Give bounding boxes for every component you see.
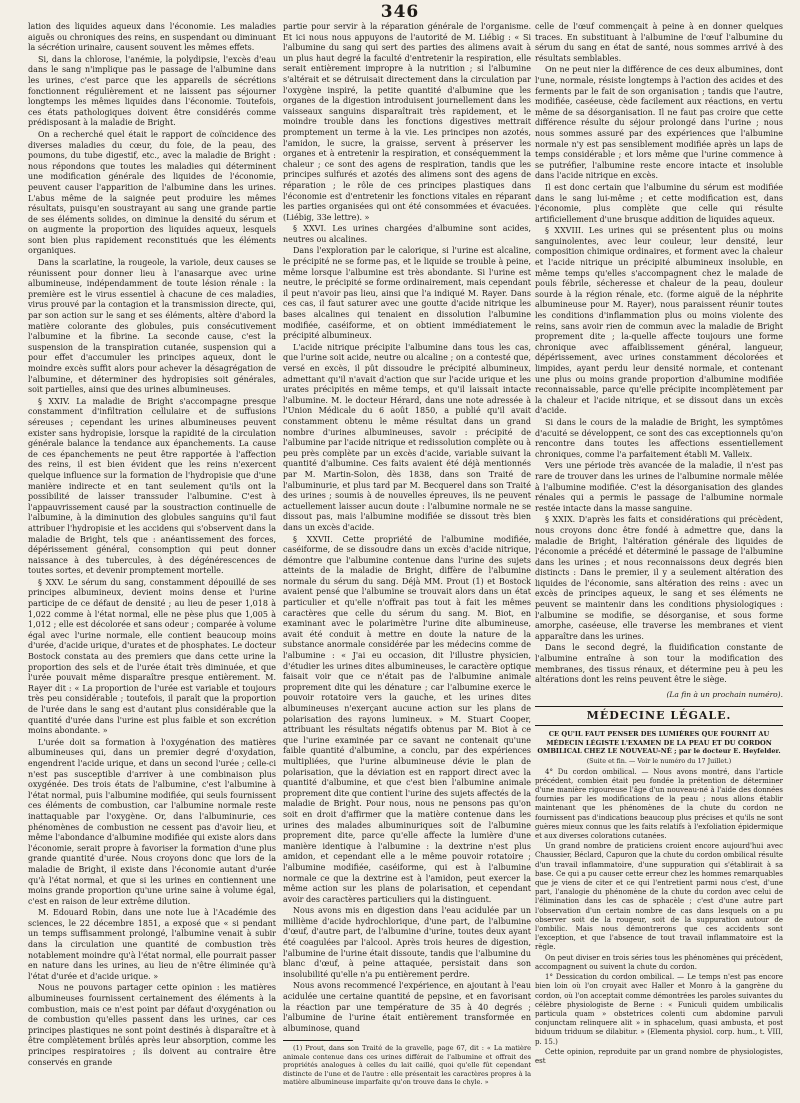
page-number: 346 xyxy=(380,2,420,22)
article-title: CE QU'IL FAUT PENSER DES LUMIÈRES QUE FOURNIT AU MÉDECIN LÉGISTE L'EXAMEN DE LA PEAU ET DU CORDON OMBILICAL CHEZ LE NOUVEAU-NÉ ; par le docteur E. Heyfelder. xyxy=(537,730,781,756)
footnote-rule xyxy=(283,1040,353,1041)
paragraph: Nous avons recommencé l'expérience, en ajoutant à l'eau acidulée une certaine quantité de pepsine, et en favorisant la réaction par une température de 35 à 40 degrés ; l'albumine de l'urine était entièrement transformée en albuminose, quand xyxy=(283,981,531,1033)
article-paragraph: 4° Du cordon ombilical. — Nous avons montré, dans l'article précédent, combien était peu fondée la prétention de déterminer d'une manière rigoureuse l'âge d'un nouveau-né à l'aide des données fournies par les modifications de la peau ; nous allons établir maintenant que les phénomènes de la chute du cordon ne fournissent pas d'indications beaucoup plus précises et qu'ils ne sont guères mieux connus que les faits relatifs à l'exfoliation épidermique et aux diverses colorations cutanées. xyxy=(535,767,783,841)
section-rule-bottom xyxy=(535,725,783,726)
paragraph: § XXVII. Cette propriété de l'albumine modifiée, caséiforme, de se dissoudre dans un excès d'acide nitrique, démontre que l'albumine contenue dans l'urine des sujets atteints de la maladie de Bright, diffère de l'albumine normale du sérum du sang. Déjà MM. Prout (1) et Bostock avaient pensé que l'albumine se trouvait alors dans un état particulier et qu'elle n'offrait pas tout à fait les mêmes caractères que celle du sérum du sang. M. Biot, en examinant avec le polarimètre l'urine dite albumineuse, avait été conduit à mettre en doute la nature de la substance anormale considérée par les médecins comme de l'albumine : « J'ai eu occasion, dit l'illustre physicien, d'étudier les urines dites albumineuses, le caractère optique faisait voir que ce n'était pas de l'albumine animale proprement dite qui les dénature ; car l'albumine exerce le pouvoir rotatoire vers la gauche, et les urines dites albumineuses n'exerçant aucune action sur les plans de polarisation des rayons lumineux. » M. Stuart Cooper, attribuant les résultats négatifs obtenus par M. Biot à ce que l'urine examinée par ce savant ne contenait qu'une faible quantité d'albumine, a conclu, par des expériences multipliées, que l'urine albumineuse dévie le plan de polarisation, que la déviation est en rapport direct avec la quantité d'albumine, et que c'est bien l'albumine animale proprement dite que contient l'urine des sujets affectés de la maladie de Bright. Pour nous, nous ne pensons pas qu'on soit en droit d'affirmer que la matière contenue dans les urines des malades albuminuriques soit de l'albumine proprement dite, parce qu'elle affecte la lumière d'une manière identique à l'albumine : la dextrine n'est plus amidon, et cependant elle a le même pouvoir rotatoire ; l'albumine modifiée, caséiforme, qui est à l'albumine normale ce que la dextrine est à l'amidon, peut exercer la même action sur les plans de polarisation, et cependant avoir des caractères particuliers qui la distinguent. xyxy=(283,534,531,904)
paragraph: partie pour servir à la réparation générale de l'organisme. Et ici nous nous appuyons de l'autorité de M. Liébig : « Si l'albumine du sang qui sert des parties des alimens avait à un plus haut degré la faculté d'entretenir la respiration, elle serait entièrement impropre à la nutrition ; si l'albumine s'altérait et se détruisait directement dans la circulation par l'oxygène inspiré, la petite quantité d'albumine que les organes de la digestion introduisent journellement dans les vaisseaux sanguins disparaîtrait très rapidement, et le moindre trouble dans les fonctions digestives mettrait promptement un terme à la vie. Les principes non azotés, l'amidon, le sucre, la graisse, servent à préserver les organes et à entretenir la respiration, et conséquemment la chaleur ; ce sont des agens de respiration, tandis que les principes sulfurés et azotés des alimens sont des agens de réparation ; le rôle de ces principes plastiques dans l'économie est d'entretenir les fonctions vitales en réparant les parties organisées qui ont été consommées et évacuées. (Liébig, 33e lettre). » xyxy=(283,22,531,222)
paragraph: Dans l'exploration par le calorique, si l'urine est alcaline, le précipité ne se forme pas, et le liquide se trouble à peine, même lorsque l'albumine est très abondante. Si l'urine est neutre, le précipité se forme ordinairement, mais cependant il peut n'avoir pas lieu, ainsi que l'a indiqué M. Rayer. Dans ces cas, il faut saturer avec une goutte d'acide nitrique les bases alcalines qui tenaient en dissolution l'albumine modifiée, caséiforme, et on obtient immédiatement le précipité albumineux. xyxy=(283,246,531,341)
paragraph: Si dans le cours de la maladie de Bright, les symptômes d'acuité se développent, ce sont des cas exceptionnels qu'on rencontre dans toutes les affections essentiellement chroniques, comme l'a parfaitement établi M. Valleix. xyxy=(535,417,783,459)
paragraph: celle de l'œuf commençait à peine à en donner quelques traces. En substituant à l'albumine de l'œuf l'albumine du sérum du sang en état de santé, nous sommes arrivé à des résultats semblables. xyxy=(535,22,783,63)
section-heading: MÉDECINE LÉGALE. xyxy=(586,709,732,723)
paragraph: On ne peut nier la différence de ces deux albumines, dont l'une, normale, résiste longtemps à l'action des acides et des ferments par le fait de son organisation ; tandis que l'autre, modifiée, caséeuse, cède facilement aux réactions, en vertu même de sa désorganisation. Il ne faut pas croire que cette différence résulte du séjour prolongé dans l'urine ; nous nous sommes assuré par des expériences que l'albumine normale n'y est pas sensiblement modifiée après un laps de temps considérable ; et lors même que l'urine commence à se putréfier, l'albumine reste encore intacte et insoluble dans l'acide nitrique en excès. xyxy=(535,65,783,181)
paragraph: § XXIX. D'après les faits et considérations qui précèdent, nous croyons donc être fondé à admettre que, dans la maladie de Bright, l'altération générale des liquides de l'économie a précédé et déterminé le passage de l'albumine dans les urines ; et nous reconnaissons deux degrés bien distincts : Dans le premier, il y a seulement altération des liquides de l'économie, sans altération des reins : avec un excès de principes aqueux, le sang et ses éléments ne peuvent se maintenir dans les conditions physiologiques : l'albumine se modifie, se désorganise, et sous forme amorphe, caséeuse, elle traverse les membranes et vient apparaître dans les urines. xyxy=(535,515,783,641)
article-paragraph: On peut diviser en trois séries tous les phénomènes qui précèdent, accompagnent ou suivent la chute du cordon. xyxy=(535,953,783,971)
paragraph: Nous avons mis en digestion dans l'eau acidulée par un millième d'acide hydrochlorique, d'une part, de l'albumine d'œuf, d'autre part, de l'albumine d'urine, toutes deux ayant été coagulées par l'alcool. Après trois heures de digestion, l'albumine de l'urine était dissoute, tandis que l'albumine du blanc d'œuf, à peine attaquée, persistait dans son insolubilité qu'elle n'a pu entièrement perdre. xyxy=(283,906,531,979)
article-subtitle: (Suite et fin. — Voir le numéro du 17 Juillet.) xyxy=(586,756,732,765)
paragraph: Nous ne pouvons partager cette opinion : les matières albumineuses fournissent certainement des éléments à la combustion, mais ce n'est point par défaut d'oxygénation ou de combustion qu'elles passent dans les urines, car ces principes plastiques ne sont point destinés à disparaître et à être complètement brûlés après leur absorption, comme les principes respiratoires ; ils doivent au contraire être conservés en grande xyxy=(28,983,276,1067)
paragraph: § XXIV. La maladie de Bright s'accompagne presque constamment d'infiltration cellulaire et de suffusions séreuses ; cependant les urines albumineuses peuvent exister sans hydropisie, lorsque la rapidité de la circulation générale balance la tendance aux épanchements. La cause de ces épanchements ne peut être rapportée à l'affection des reins, il est bien évident que les reins n'exercent quelque influence sur la formation de l'hydropisie que d'une manière indirecte et en tant seulement qu'ils ont la possibilité de laisser transsuder l'albumine. C'est à l'appauvrissement causé par la soustraction continuelle de l'albumine, à la diminution des globules sanguins qu'il faut attribuer l'hydropisie et les accidens qui s'observent dans la maladie de Bright, tels que : anéantissement des forces, dépérissement général, consomption qui peut donner naissance à des tubercules, à des dégénérescences de toutes sortes, et devenir promptement mortelle. xyxy=(28,396,276,576)
column-right xyxy=(535,22,783,1087)
to-be-continued-note: (La fin à un prochain numéro). xyxy=(666,689,783,699)
paragraph: L'acide nitrique précipite l'albumine dans tous les cas, que l'urine soit acide, neutre ou alcaline ; on a contesté que, versé en excès, il pût dissoudre le précipité albumineux, admettant qu'il n'avait d'action que sur l'acide urique et les urates précipités en même temps, et qu'il laissait intacte l'albumine. M. le docteur Hérard, dans une note adressée à l'Union Médicale du 6 août 1850, a publié qu'il avait constamment obtenu le même résultat dans un grand nombre d'urines albumineuses, savoir : précipité de l'albumine par l'acide nitrique et redissolution complète ou à peu près complète par un excès d'acide, variable suivant la quantité d'albumine. Ces faits avaient été déjà mentionnés par M. Martin-Solon, dès 1838, dans son Traité de l'albuminurie, et plus tard par M. Becquerel dans son Traité des urines ; soumis à de nouvelles épreuves, ils ne peuvent actuellement laisser aucun doute : l'albumine normale ne se dissout pas, mais l'albumine modifiée se dissout très bien dans un excès d'acide. xyxy=(283,342,531,532)
paragraph: M. Edouard Robin, dans une note lue à l'Académie des sciences, le 22 décembre 1851, a exposé que « si pendant un temps suffisamment prolongé, l'albumine venait à subir dans la circulation une quantité de combustion très notablement moindre qu'à l'état normal, elle pourrait passer en nature dans les urines, au lieu de n'être éliminée qu'à l'état d'urée et d'acide urique. » xyxy=(28,908,276,981)
article-paragraph: Un grand nombre de praticiens croient encore aujourd'hui avec Chaussier, Béclard, Capuron que la chute du cordon ombilical résulte d'un travail inflammatoire, d'une suppuration qui s'établirait à sa base. Ce qui a pu causer cette erreur chez les hommes remarquables que je viens de citer et ce qui l'entretient parmi nous c'est, d'une part, l'analogie du phénomène de la chute du cordon avec celui de l'élimination dans les cas de sphacèle ; c'est d'une autre part l'observation d'un certain nombre de cas dans lesquels on a pu observer soit de la rougeur, soit de la suppuration autour de l'ombilic. Mais nous démontrerons que ces accidents sont l'exception, et que l'absence de tout travail inflammatoire est la règle. xyxy=(535,842,783,952)
article-paragraph: 1° Dessication du cordon ombilical. — Le temps n'est pas encore bien loin où l'on croyait avec Haller et Monro à la gangrène du cordon, où l'on acceptait comme démontrées les paroles suivantes du célèbre physiologiste de Berne : « Funiculi quidem umbilicalis particula quam » obstetrices colenti cum abdomine parvuli conjunctam relinquere alit » in sphacelum, quasi ambusta, et post biduum triduum se dilabitur. » (Elementa physiol. corp. hum., t. VIII, p. 15.) xyxy=(535,973,783,1046)
paragraph: Dans le second degré, la fluidification constante de l'albumine entraîne à son tour la modification des membranes, des tissus rénaux, et détermine peu à peu les altérations dont les reins peuvent être le siège. xyxy=(535,643,783,685)
paragraph: § XXVI. Les urines chargées d'albumine sont acides, neutres ou alcalines. xyxy=(283,224,531,244)
paragraph: On a recherché quel était le rapport de coïncidence des diverses maladies du cœur, du foie, de la peau, des poumons, du tube digestif, etc., avec la maladie de Bright : nous répondons que toutes les maladies qui déterminent une modification générale des liquides de l'économie, peuvent causer l'apparition de l'albumine dans les urines. L'abus même de la saignée peut produire les mêmes résultats, puisqu'en soustrayant au sang une grande partie de ses éléments solides, on diminue la densité du sérum et on augmente la proportion des liquides aqueux, lesquels sont bien plus rapidement reconstitués que les éléments organiques. xyxy=(28,129,276,256)
paragraph: lation des liquides aqueux dans l'économie. Les maladies aiguës ou chroniques des reins, en suspendant ou diminuant la sécrétion urinaire, causent souvent les mêmes effets. xyxy=(28,22,276,53)
article-paragraph: Cette opinion, reproduite par un grand nombre de physiologistes, est xyxy=(535,1047,783,1065)
column-left xyxy=(28,22,276,1087)
paragraph: § XXV. Le sérum du sang, constamment dépouillé de ses principes albumineux, devient moins dense et l'urine participe de ce défaut de densité ; au lieu de peser 1,018 à 1,022 comme à l'état normal, elle ne pèse plus que 1,005 à 1,012 ; elle est décolorée et sans odeur ; comparée à volume égal avec l'urine normale, elle contient beaucoup moins d'urée, d'acide urique, d'urates et de phosphates. Le docteur Bostock constata au des premiers que dans cette urine la proportion des sels et de l'urée était très diminuée, et que l'urée pouvait même disparaître presque entièrement. M. Rayer dit : « La proportion de l'urée est variable et toujours très peu considérable ; toutefois, il paraît que la proportion de l'urée dans le sang est d'autant plus considérable que la quantité d'urée dans l'urine est plus faible et son excrétion moins abondante. » xyxy=(28,577,276,736)
paragraph: Dans la scarlatine, la rougeole, la variole, deux causes se réunissent pour donner lieu à l'anasarque avec urine albumineuse, indépendamment de toute lésion rénale : la première est le virus essentiel à chacune de ces maladies, virus prouvé par la contagion et la transmission directe, qui, par son action sur le sang et ses éléments, altère d'abord la matière colorante des globules, puis consécutivement l'albumine et la fibrine. La seconde cause, c'est la suspension de la transpiration cutanée, suspension qui a pour effet d'accumuler les principes aqueux, dont le moindre excès suffit alors pour achever la désagrégation de l'albumine, et déterminer des hydropisies soit générales, soit partielles, ainsi que des urines albumineuses. xyxy=(28,258,276,395)
paragraph: Vers une période très avancée de la maladie, il n'est pas rare de trouver dans les urines de l'albumine normale mêlée à l'albumine modifiée. C'est la désorganisation des glandes rénales qui a permis le passage de l'albumine normale restée intacte dans la masse sanguine. xyxy=(535,461,783,513)
footnote: (1) Prout, dans son Traité de la gravelle, page 67, dit : « La matière animale contenue dans ces urines différait de l'albumine et offrait des propriétés analogues à celles du lait caillé, quoi qu'elle fût cependant distincte de l'une et de l'autre : elle présentait les caractères propres à la matière albumineuse imparfaite qu'on trouve dans le chyle. » xyxy=(283,1044,531,1087)
section-rule-top xyxy=(535,706,783,707)
paragraph: Si, dans la chlorose, l'anémie, la polydipsie, l'excès d'eau dans le sang n'implique pas le passage de l'albumine dans les urines, c'est parce que les appareils de sécrétions fonctionnent régulièrement et ne laissent pas séjourner longtemps les mêmes liquides dans l'économie. Toutefois, ces états pathologiques doivent être considérés comme prédisposant à la maladie de Bright. xyxy=(28,54,276,128)
paragraph: Il est donc certain que l'albumine du sérum est modifiée dans le sang lui-même ; et cette modification est, dans l'économie, plus complète que celle qui résulte artificiellement d'une brusque addition de liquides aqueux. xyxy=(535,182,783,224)
column-middle xyxy=(283,22,531,1087)
paragraph: L'urée doit sa formation à l'oxygénation des matières albumineuses qui, dans un premier degré d'oxydation, engendrent l'acide urique, et dans un second l'urée ; celle-ci n'est pas susceptible d'arriver à une combinaison plus oxygénée. Des trois états de l'albumine, c'est l'albumine à l'état normal, puis l'albumine modifiée, qui seuls fournissent ces éléments de combustion, car l'albumine normale reste inattaquable par l'oxygène. Or, dans l'albuminurie, ces phénomènes de combustion ne cessent pas d'avoir lieu, et même l'abondance d'albumine modifiée qui existe alors dans l'économie, serait propre à favoriser la formation d'une plus grande quantité d'urée. Nous croyons donc que lors de la maladie de Bright, il existe dans l'économie autant d'urée qu'à l'état normal, et que si les urines en contiennent une moins grande proportion qu'une urine saine à volume égal, c'est en raison de leur extrême dilution. xyxy=(28,737,276,906)
paragraph: § XXVIII. Les urines qui se présentent plus ou moins sanguinolentes, avec leur couleur, leur densité, leur composition chimique ordinaires, et forment avec la chaleur et l'acide nitrique un précipité albumineux insoluble, en même temps qu'elles s'accompagnent chez le malade de pouls fébrile, sécheresse et chaleur de la peau, douleur sourde à la région rénale, etc. (forme aiguë de la néphrite albumineuse pour M. Rayer), nous paraissent réunir toutes les conditions d'inflammation plus ou moins violente des reins, sans avoir rien de commun avec la maladie de Bright proprement dite ; la-quelle affecte toujours une forme chronique avec affaiblissement général, langueur, dépérissement, avec urines constamment décolorées et limpides, ayant perdu leur densité normale, et contenant une plus ou moins grande proportion d'albumine modifiée reconnaissable, parce qu'elle précipite incomplètement par la chaleur et l'acide nitrique, et se dissout dans un excès d'acide. xyxy=(535,226,783,416)
